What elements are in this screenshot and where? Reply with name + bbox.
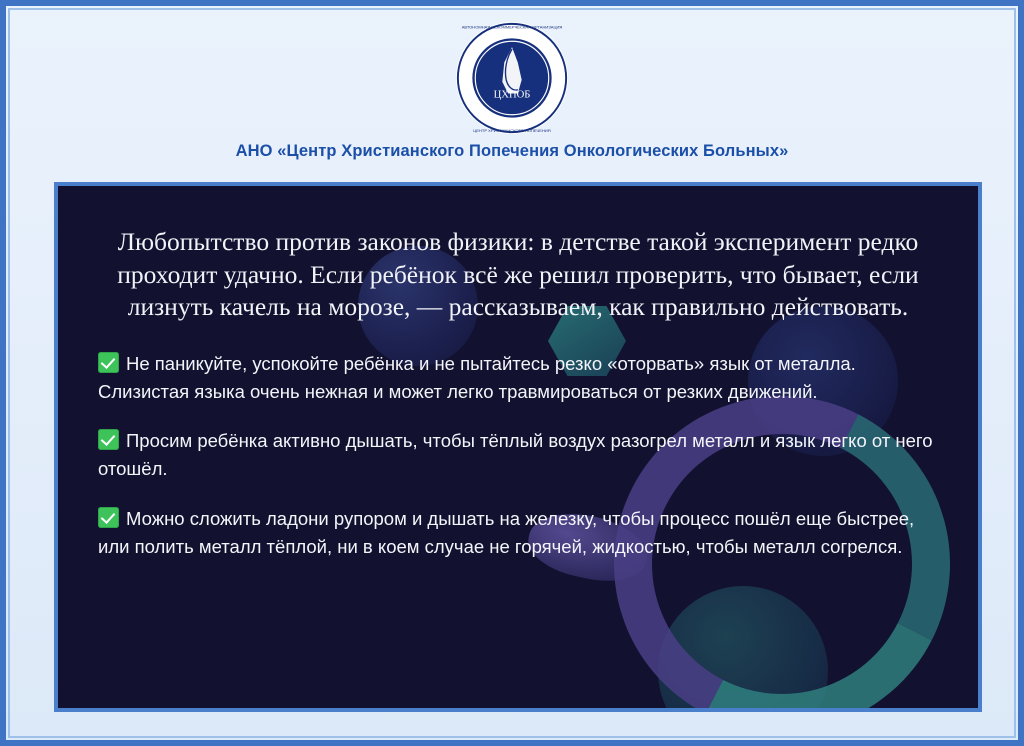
advice-item (98, 427, 938, 483)
svg-text:АВТОНОМНАЯ НЕКОММЕРЧЕСКАЯ ОРГА: АВТОНОМНАЯ НЕКОММЕРЧЕСКАЯ ОРГАНИЗАЦИЯ (461, 24, 563, 30)
green-checkbox-icon (98, 507, 119, 528)
organization-emblem-icon (454, 20, 570, 136)
poster-header (6, 6, 1018, 161)
green-checkbox-icon (98, 429, 119, 450)
content-card (54, 182, 982, 712)
svg-text:ЦЕНТР ХРИСТИАНСКОГО ПОПЕЧЕНИЯ: ЦЕНТР ХРИСТИАНСКОГО ПОПЕЧЕНИЯ (473, 128, 551, 134)
green-checkbox-icon (98, 352, 119, 373)
svg-text:ЦХПОБ: ЦХПОБ (493, 89, 531, 101)
organization-title: АНО «Центр Христианского Попечения Онкологических Больных» (235, 142, 789, 160)
advice-item (98, 350, 938, 406)
advice-item-text: Просим ребёнка активно дышать, чтобы тёплый воздух разогрел металл и язык легко от него отошёл. (98, 430, 933, 480)
content-card-wrapper (54, 182, 982, 712)
advice-item-text: Не паникуйте, успокойте ребёнка и не пытайтесь резко «оторвать» язык от металла. Слизистая языка очень нежная и может легко травмироваться от резких движений. (98, 352, 856, 402)
advice-item (98, 505, 938, 561)
card-content (58, 186, 978, 602)
advice-item-text: Можно сложить ладони рупором и дышать на железку, чтобы процесс пошёл еще быстрее, или полить металл тёплой, ни в коем случае не горячей, жидкостью, чтобы металл согрелся. (98, 507, 915, 557)
lead-paragraph: Любопытство против законов физики: в детстве такой эксперимент редко проходит удачно. Если ребёнок всё же решил проверить, что бывает, если лизнуть качель на морозе, — рассказываем, как правильно действовать. (117, 227, 919, 322)
